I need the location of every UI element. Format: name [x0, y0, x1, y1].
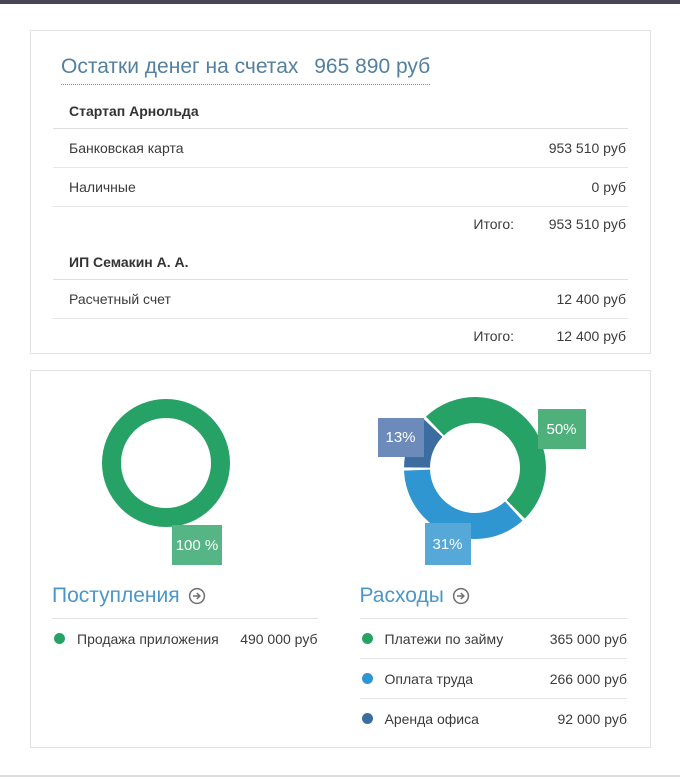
- legend-row: [360, 659, 628, 699]
- expenses-heading: Расходы: [359, 584, 444, 607]
- account-row: [53, 280, 628, 319]
- legend-item-name: Платежи по займу: [384, 630, 504, 647]
- expenses-heading-link[interactable]: [360, 579, 628, 619]
- legend-item-value: 490 000 руб: [240, 630, 318, 647]
- legend-row: [360, 699, 628, 738]
- income-heading-link[interactable]: [52, 579, 318, 619]
- legend-row: [360, 619, 628, 659]
- income-donut-chart: [52, 393, 318, 579]
- account-name: Наличные: [69, 179, 136, 195]
- arrow-circle-icon[interactable]: [188, 587, 206, 605]
- balances-title-text: Остатки денег на счетах: [61, 55, 299, 78]
- account-balance: 12 400 руб: [556, 291, 626, 307]
- legend-row: [52, 619, 318, 658]
- account-balance: 0 руб: [591, 179, 626, 195]
- legend-item-value: 365 000 руб: [549, 630, 627, 647]
- account-name: Банковская карта: [69, 140, 184, 156]
- total-label: Итого:: [473, 328, 514, 344]
- income-legend: [52, 619, 318, 658]
- group-total-row: [53, 207, 628, 238]
- account-group-name: Стартап Арнольда: [53, 93, 628, 129]
- balances-title-link[interactable]: [61, 55, 430, 85]
- account-row: [53, 168, 628, 207]
- balances-card: [30, 30, 651, 354]
- legend-item-name: Оплата труда: [384, 670, 474, 687]
- group-total-value: 12 400 руб: [556, 328, 626, 344]
- group-total-row: [53, 319, 628, 350]
- expenses-donut[interactable]: [400, 393, 550, 543]
- expenses-section: [360, 393, 628, 738]
- legend-item-name: Продажа приложения: [77, 630, 219, 647]
- account-name: Расчетный счет: [69, 291, 171, 307]
- income-percent-label: 100 %: [172, 525, 222, 565]
- expenses-percent-label-1: 50%: [538, 409, 586, 449]
- income-donut[interactable]: [96, 393, 236, 533]
- window-top-accent-bar: [0, 0, 680, 4]
- total-label: Итого:: [473, 216, 514, 232]
- legend-dot: [362, 673, 373, 684]
- legend-item-value: 266 000 руб: [549, 670, 627, 687]
- legend-dot: [362, 633, 373, 644]
- accounts-table: [53, 93, 628, 350]
- arrow-circle-icon[interactable]: [452, 587, 470, 605]
- account-group-1: [53, 93, 628, 238]
- expenses-donut-chart: [360, 393, 628, 579]
- donut-segment[interactable]: [425, 397, 545, 519]
- account-row: [53, 129, 628, 168]
- legend-item-value: 92 000 руб: [557, 710, 627, 727]
- income-section: [52, 393, 318, 738]
- legend-dot: [54, 633, 65, 644]
- income-heading: Поступления: [52, 584, 180, 607]
- account-group-name: ИП Семакин А. А.: [53, 244, 628, 280]
- donut-segment[interactable]: [112, 409, 221, 518]
- charts-card: [30, 370, 651, 748]
- balances-total-amount: 965 890 руб: [314, 55, 431, 78]
- legend-item-name: Аренда офиса: [384, 710, 479, 727]
- account-balance: 953 510 руб: [548, 140, 626, 156]
- account-group-2: [53, 244, 628, 350]
- legend-dot: [362, 713, 373, 724]
- expenses-percent-label-2: 31%: [425, 523, 471, 565]
- expenses-legend: [360, 619, 628, 738]
- expenses-percent-label-3: 13%: [378, 418, 424, 457]
- group-total-value: 953 510 руб: [548, 216, 626, 232]
